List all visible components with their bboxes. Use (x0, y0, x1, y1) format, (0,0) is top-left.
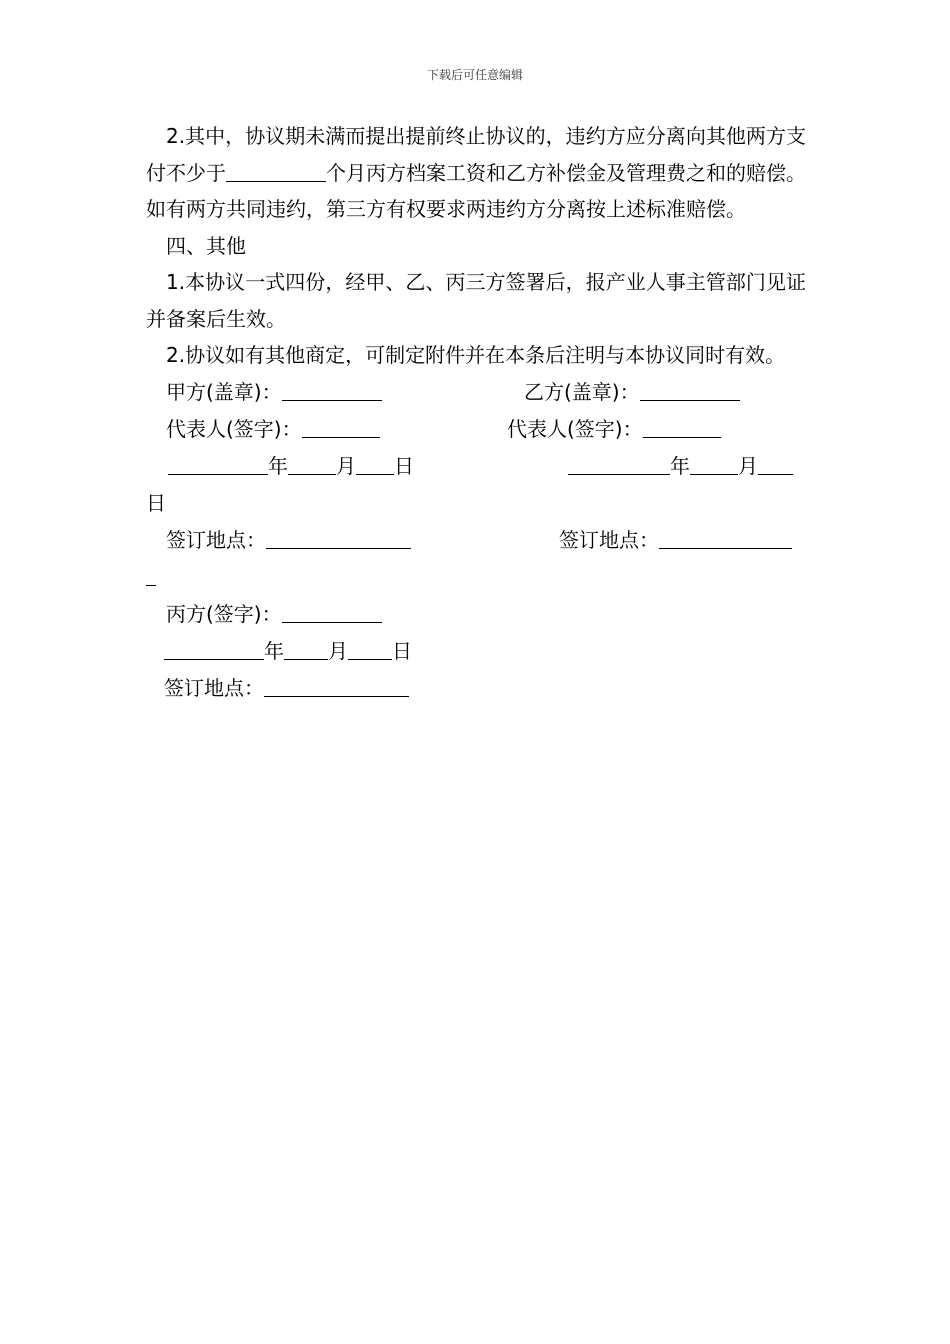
party-b-seal (524, 374, 740, 411)
party-a-representative (166, 411, 380, 448)
party-c-place (164, 670, 409, 707)
party-b-rep-label: 代表人(签字)： (507, 416, 643, 441)
party-c-place-blank[interactable] (264, 676, 409, 697)
annex-paragraph: 2.协议如有其他商定，可制定附件并在本条后注明与本协议同时有效。 (166, 343, 786, 367)
party-a-place (166, 522, 411, 559)
party-b-place (559, 522, 792, 559)
place-overflow-blank[interactable] (146, 565, 156, 586)
party-b-representative (507, 411, 721, 448)
party-c-place-row (146, 670, 806, 707)
party-c-row (146, 596, 806, 633)
place-label: 签订地点： (164, 675, 264, 700)
year-label: 年 (268, 453, 288, 478)
place-label: 签订地点： (559, 527, 659, 552)
document-body (146, 118, 806, 707)
month-label: 月 (738, 453, 758, 478)
year-label: 年 (264, 638, 284, 663)
place-label: 签订地点： (166, 527, 266, 552)
party-b-rep-blank[interactable] (643, 417, 721, 438)
party-a-day-blank[interactable] (356, 454, 394, 475)
party-a-rep-label: 代表人(签字)： (166, 416, 302, 441)
party-a-seal-blank[interactable] (282, 380, 382, 401)
party-a-year-blank[interactable] (168, 454, 268, 475)
party-c-date (164, 633, 412, 670)
section-4-title: 四、其他 (166, 233, 246, 258)
party-a-rep-blank[interactable] (302, 417, 380, 438)
party-b-label: 乙方(盖章)： (524, 379, 640, 404)
party-a-place-blank[interactable] (266, 528, 411, 549)
party-b-date (568, 448, 793, 485)
party-c-year-blank[interactable] (164, 639, 264, 660)
breach-text-part2: 个月丙方档案工资和乙方补偿金及管理费之和的赔偿。如有两方共同违约，第三方有权要求两违约方分离按上述标准赔偿。 (146, 160, 806, 221)
party-c-sign (166, 596, 382, 633)
party-b-place-blank[interactable] (659, 528, 792, 549)
party-c-day-blank[interactable] (348, 639, 392, 660)
party-b-month-blank[interactable] (690, 454, 738, 475)
months-blank[interactable] (226, 161, 326, 182)
party-c-label: 丙方(签字)： (166, 601, 282, 626)
party-c-sign-blank[interactable] (282, 602, 382, 623)
party-a-label: 甲方(盖章)： (166, 379, 282, 404)
place-row (146, 522, 806, 559)
party-a-month-blank[interactable] (288, 454, 336, 475)
year-label: 年 (670, 453, 690, 478)
page-header: 下载后可任意编辑 (426, 68, 523, 82)
copies-paragraph: 1.本协议一式四份，经甲、乙、丙三方签署后，报产业人事主管部门见证并备案后生效。 (146, 270, 806, 331)
day-label: 日 (392, 638, 412, 663)
representative-row (146, 411, 806, 448)
seal-row (146, 374, 806, 411)
place-overflow-line (146, 559, 806, 596)
party-b-seal-blank[interactable] (640, 380, 740, 401)
month-label: 月 (328, 638, 348, 663)
month-label: 月 (336, 453, 356, 478)
breach-compensation-paragraph (146, 118, 806, 228)
day-label: 日 (146, 490, 166, 515)
party-c-date-row (146, 633, 806, 670)
day-label: 日 (394, 453, 414, 478)
party-c-month-blank[interactable] (284, 639, 328, 660)
party-a-date (168, 448, 414, 485)
party-b-day-blank[interactable] (758, 454, 793, 475)
party-a-seal (166, 374, 382, 411)
date-row (146, 448, 806, 485)
party-b-year-blank[interactable] (568, 454, 670, 475)
date-overflow-line (146, 485, 806, 522)
breach-text-part1: 2.其中，协议期未满而提出提前终止协议的，违约方应分离向其他两方支付不少于 (146, 124, 806, 185)
